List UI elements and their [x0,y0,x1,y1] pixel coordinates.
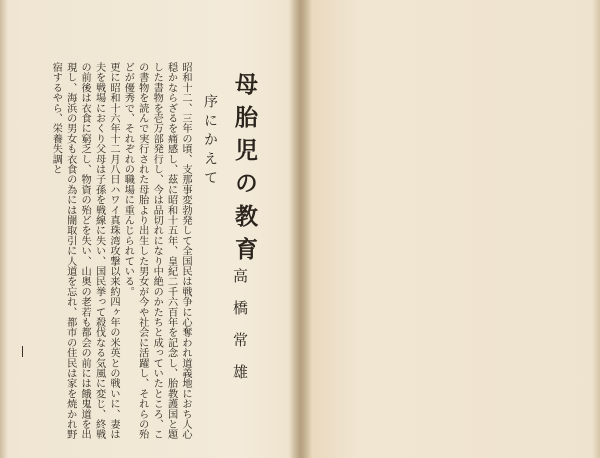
page-edge-right [592,0,600,458]
paragraph-1: 昭和十二、三年の頃、支那事変勃発して全国民は戦争に心奪われ道義地におち人心穏かならざるを痛感し、茲に昭和十五年、皇紀二千六百年を記念し、胎教護国と題した書物を壱万部発行し、今は品切れになり中絶のかたちと成っていたところ、この書物を読んで実行された母胎より出生した男女が今や社会に活躍し、それらの殆どが優秀で、それぞれの職場に重んじられている。 [122,62,191,440]
section-heading: 序にかえて [202,94,218,189]
preface-body [50,62,192,442]
book-title: 母胎児の教育 [231,72,258,270]
author-name: 高橋常雄 [231,268,249,396]
page-edge-left [0,0,8,458]
paragraph-2: 更に昭和十六年十二月八日ハワイ真珠湾攻撃以来約四ヶ年の米英との戦いに、妻は夫を戦場におくり父母は子孫を戦線に失い、国民挙って殺伐なる気風に変じ、終戦の前後は衣食に窮乏し、物資の殆どを失い、山奥の老若も都会の前には餓鬼道を出現し、海浜の男女も衣食の為には闇取引に人道を忘れ、都市の住民は家を焼かれ野宿するやら、栄養失調と [50,62,119,440]
page-mark [22,346,23,357]
book-gutter [290,0,312,458]
